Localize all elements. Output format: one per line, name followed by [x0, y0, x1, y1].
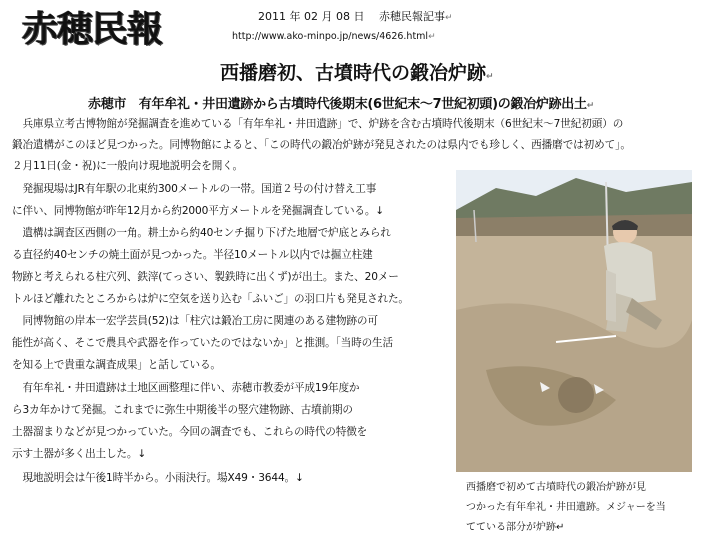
body-line: 物跡と考えられる柱穴列、鉄滓(てっさい、製鉄時に出くず)が出土。また、20メー [12, 271, 399, 283]
return-mark: ↵ [586, 101, 594, 111]
body-line: 同博物館の岸本一宏学芸員(52)は「柱穴は鍛冶工房に関連のある建物跡の可 [12, 315, 378, 327]
photo-caption-line: 西播磨で初めて古墳時代の鍛冶炉跡が見 [466, 482, 646, 493]
body-line: 土器溜まりなどが見つかっていた。今回の調査でも、これらの時代の特徴を [12, 426, 368, 438]
article-headline [220, 58, 494, 85]
return-mark: ↵ [428, 32, 436, 42]
body-line-wide: 鍛冶遺構がこのほど見つかった。同博物館によると、「この時代の鍛冶炉跡が発見されたのは県内でも珍しく、西播磨では初めて」。 [12, 139, 631, 151]
article-url[interactable] [232, 31, 436, 42]
body-line: 遺構は調査区西側の一角。耕土から約40センチ掘り下げた地層で炉底とみられ [12, 227, 391, 239]
url-text[interactable]: http://www.ako-minpo.jp/news/4626.html [232, 31, 429, 42]
body-line: トルほど離れたところからは炉に空気を送り込む「ふいご」の羽口片も発見された。 [12, 293, 409, 305]
article-subheadline [88, 93, 594, 112]
body-line: 発掘現場はJR有年駅の北東約300メートルの一帯。国道２号の付け替え工事 [12, 183, 377, 195]
excavation-photo [456, 170, 692, 472]
source-label: 赤穂民報記事 [378, 10, 445, 23]
excavation-photo-illustration [456, 170, 692, 472]
return-mark: ↵ [486, 72, 494, 82]
body-line: ら3カ年かけて発掘。これまでに弥生中期後半の竪穴建物跡、古墳前期の [12, 404, 353, 416]
photo-caption-line: つかった有年牟礼・井田遺跡。メジャーを当 [466, 502, 666, 513]
body-line: に伴い、同博物館が昨年12月から約2000平方メートルを発掘調査している。↓ [12, 205, 385, 217]
publish-date: 2011 年 02 月 08 日 [258, 10, 365, 23]
body-line-wide: ２月11日(金・祝)に一般向け現地説明会を開く。 [12, 160, 244, 172]
body-line: 有年牟礼・井田遺跡は土地区画整理に伴い、赤穂市教委が平成19年度か [12, 382, 360, 394]
newspaper-logo: 赤穂民報 [22, 8, 163, 50]
body-line: 能性が高く、そこで農具や武器を作っていたのではないか」と推測。「当時の生活 [12, 337, 393, 349]
body-line: 示す土器が多く出土した。↓ [12, 448, 147, 460]
body-line: 現地説明会は午後1時半から。小雨決行。場X49・3644。↓ [12, 472, 304, 484]
body-line: を知る上で貴重な調査成果」と話している。 [12, 359, 221, 371]
subheadline-text: 赤穂市 有年牟礼・井田遺跡から古墳時代後期末(6世紀末～7世紀初頭)の鍛冶炉跡出土 [88, 97, 587, 112]
photo-caption-line: てている部分が炉跡↵ [466, 522, 565, 533]
headline-text: 西播磨初、古墳時代の鍛冶炉跡 [220, 62, 487, 84]
body-line-wide: 兵庫県立考古博物館が発掘調査を進めている「有年牟礼・井田遺跡」で、炉跡を含む古墳時代後期末（6世紀末～7世紀初頭）の [12, 118, 624, 130]
body-line: る直径約40センチの焼土面が見つかった。半径10メートル以内では掘立柱建 [12, 249, 373, 261]
article-dateline [258, 8, 453, 24]
return-mark: ↵ [444, 13, 453, 23]
